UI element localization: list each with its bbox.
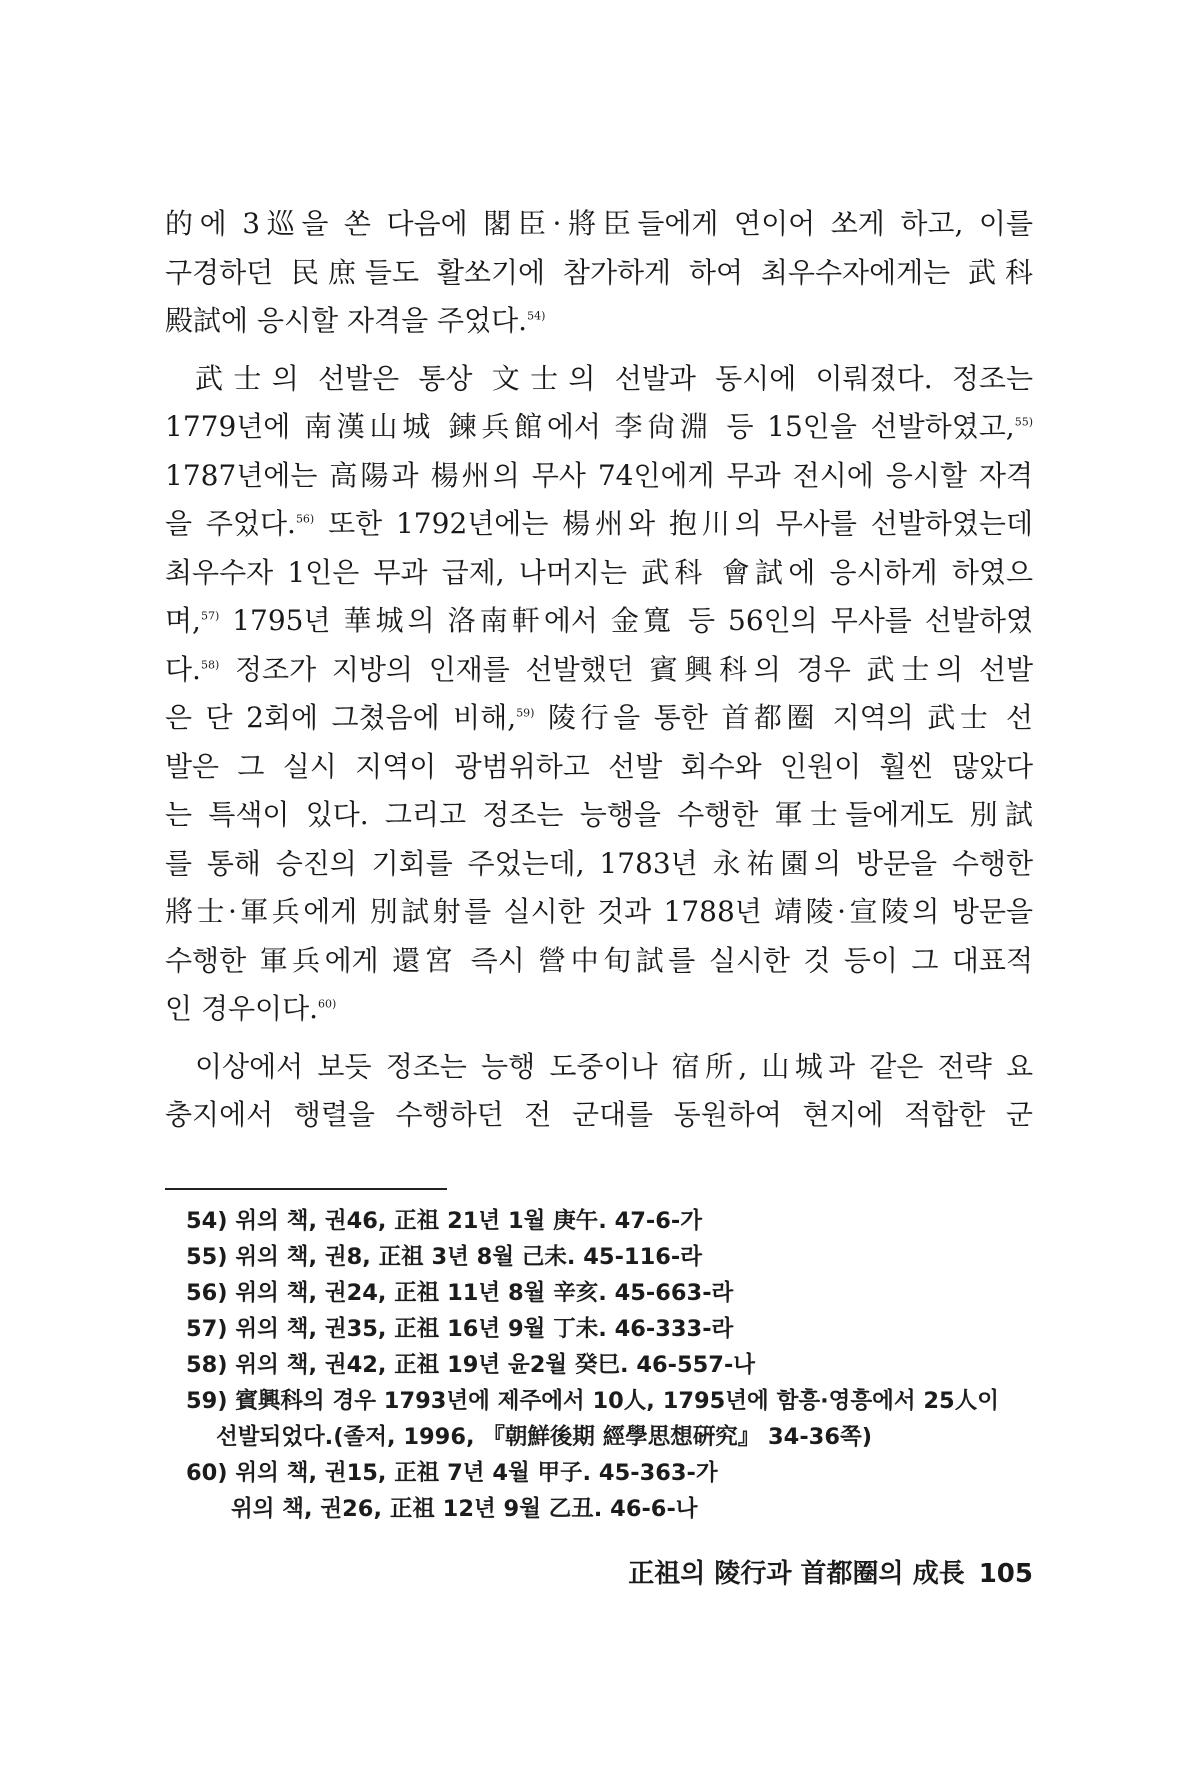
footnote: 59) 賓興科의 경우 1793년에 제주에서 10人, 1795년에 함흥·영흥에서 25人이 <box>186 1388 999 1414</box>
text-line: 최우수자 1인은 무과 급제, 나머지는 武科 會試에 응시하게 하였으 <box>165 555 1033 589</box>
footnote-continuation: 선발되었다.(졸저, 1996, 『朝鮮後期 經學思想硏究』 34-36쪽) <box>216 1424 873 1450</box>
text-line: 的에 3巡을 쏜 다음에 閣臣·將臣들에게 연이어 쏘게 하고, 이를 <box>165 207 1033 240</box>
footnote-ref: 56) <box>295 512 315 526</box>
text-line: 武士의 선발은 통상 文士의 선발과 동시에 이뤄졌다. 정조는 <box>195 361 1033 395</box>
page-number: 105 <box>978 1559 1033 1589</box>
text-line: 다.$^{58)}$ 정조가 지방의 인재를 선발했던 賓興科의 경우 武士의 선발 <box>165 652 1033 686</box>
paragraph <box>165 1043 1033 1140</box>
footnote-ref: 60) <box>318 997 337 1011</box>
running-footer <box>628 1553 1033 1590</box>
footnotes <box>186 1203 1033 1527</box>
footnote-ref: 57) <box>200 609 220 623</box>
text-line: 殿試에 응시할 자격을 주었다.$^{54)}$ <box>165 304 546 337</box>
footnote-ref: 54) <box>527 309 546 323</box>
footnote: 55) 위의 책, 권8, 正祖 3년 8월 己未. 45-116-라 <box>186 1244 702 1270</box>
footnote: 57) 위의 책, 권35, 正祖 16년 9월 丁未. 46-333-라 <box>186 1316 734 1342</box>
text-line: 인 경우이다.$^{60)}$ <box>165 992 337 1025</box>
text-line: 은 단 2회에 그쳤음에 비해,$^{59)}$ 陵行을 통한 首都圈 지역의 武士 선 <box>165 701 1033 734</box>
paragraph <box>165 200 1033 346</box>
text-line: 을 주었다.$^{56)}$ 또한 1792년에는 楊州와 抱川의 무사를 선발하였는데 <box>165 507 1033 540</box>
footnote: 54) 위의 책, 권46, 正祖 21년 1월 庚午. 47-6-가 <box>186 1208 702 1234</box>
text-line: 1779년에 南漢山城 鍊兵館에서 李尙淵 등 15인을 선발하였고,$^{55)}$ <box>165 410 1033 443</box>
text-line: 충지에서 행렬을 수행하던 전 군대를 동원하여 현지에 적합한 군 <box>165 1098 1033 1131</box>
footnote: 58) 위의 책, 권42, 正祖 19년 윤2월 癸巳. 46-557-나 <box>186 1352 756 1378</box>
body-text <box>165 200 1033 1149</box>
text-line: 발은 그 실시 지역이 광범위하고 선발 회수와 인원이 훨씬 많았다 <box>165 749 1033 783</box>
text-line: 를 통해 승진의 기회를 주었는데, 1783년 永祐園의 방문을 수행한 <box>165 846 1033 880</box>
text-line: 將士·軍兵에게 別試射를 실시한 것과 1788년 靖陵·宣陵의 방문을 <box>165 895 1033 928</box>
paragraph <box>165 355 1033 1034</box>
footnote-ref: 55) <box>1014 415 1033 429</box>
text-line: 며,$^{57)}$ 1795년 華城의 洛南軒에서 金寬 등 56인의 무사를 선발하였 <box>165 604 1033 637</box>
text-line: 는 특색이 있다. 그리고 정조는 능행을 수행한 軍士들에게도 別試 <box>165 798 1033 831</box>
text-line: 이상에서 보듯 정조는 능행 도중이나 宿所, 山城과 같은 전략 요 <box>195 1049 1033 1083</box>
footnote-ref: 59) <box>516 706 535 720</box>
footnote-rule <box>165 1188 447 1190</box>
footnote-ref: 58) <box>200 658 220 672</box>
text-line: 구경하던 民庶들도 활쏘기에 참가하게 하여 최우수자에게는 武科 <box>165 255 1033 289</box>
text-line: 1787년에는 高陽과 楊州의 무사 74인에게 무과 전시에 응시할 자격 <box>165 458 1033 492</box>
footnote-continuation: 위의 책, 권26, 正祖 12년 9월 乙丑. 46-6-나 <box>231 1496 698 1522</box>
footnote: 56) 위의 책, 권24, 正祖 11년 8월 辛亥. 45-663-라 <box>186 1280 734 1306</box>
running-title: 正祖의 陵行과 首都圈의 成長 <box>628 1559 965 1589</box>
footnote: 60) 위의 책, 권15, 正祖 7년 4월 甲子. 45-363-가 <box>186 1460 718 1486</box>
text-line: 수행한 軍兵에게 還宮 즉시 營中旬試를 실시한 것 등이 그 대표적 <box>165 943 1033 977</box>
